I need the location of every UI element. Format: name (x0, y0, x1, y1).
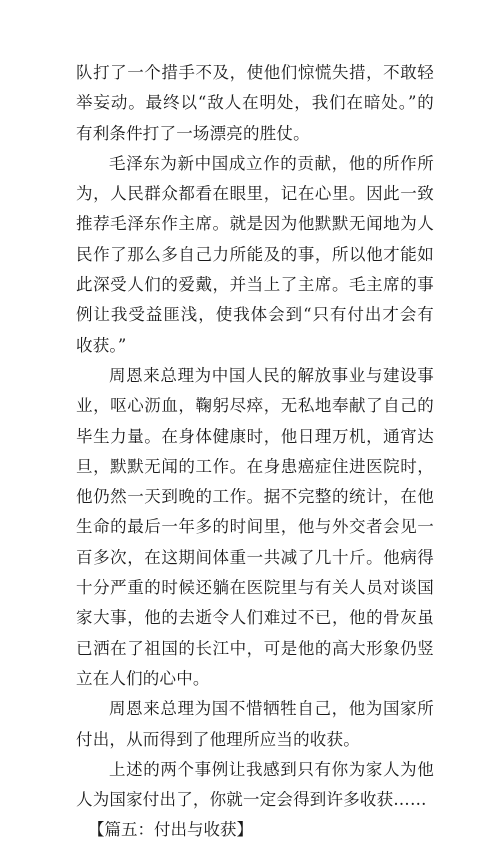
paragraph-2: 毛泽东为新中国成立作的贡献，他的所作所为，人民群众都看在眼里，记在心里。因此一致推荐毛泽东作主席。就是因为他默默无闻地为人民作了那么多自己力所能及的事，所以他才能如此深受人们的爱戴，并当上了主席。毛主席的事例让我受益匪浅，使我体会到“只有付出才会有收获。” (76, 153, 434, 355)
paragraph-5: 上述的两个事例让我感到只有你为家人为他人为国家付出了，你就一定会得到许多收获…… (76, 759, 434, 810)
section-heading: 【篇五：付出与收获】 (88, 820, 253, 840)
paragraph-3: 周恩来总理为中国人民的解放事业与建设事业，呕心沥血，鞠躬尽瘁，无私地奉献了自己的毕生力量。在身体健康时，他日理万机，通宵达旦，默默无闻的工作。在身患癌症住进医院时，他仍然一天到晚的工作。据不完整的统计，在他生命的最后一年多的时间里，他与外交者会见一百多次，在这期间体重一共减了几十斤。他病得十分严重的时候还躺在医院里与有关人员对谈国家大事，他的去逝令人们难过不已，他的骨灰虽已洒在了祖国的长江中，可是他的高大形象仍竖立在人们的心中。 (76, 365, 434, 688)
paragraph-4: 周恩来总理为国不惜牺牲自己，他为国家所付出，从而得到了他理所应当的收获。 (76, 699, 434, 749)
paragraph-1: 队打了一个措手不及，使他们惊慌失措，不敢轻举妄动。最终以“敌人在明处，我们在暗处。”的有利条件打了一场漂亮的胜仗。 (76, 63, 434, 143)
document-body (76, 58, 434, 846)
